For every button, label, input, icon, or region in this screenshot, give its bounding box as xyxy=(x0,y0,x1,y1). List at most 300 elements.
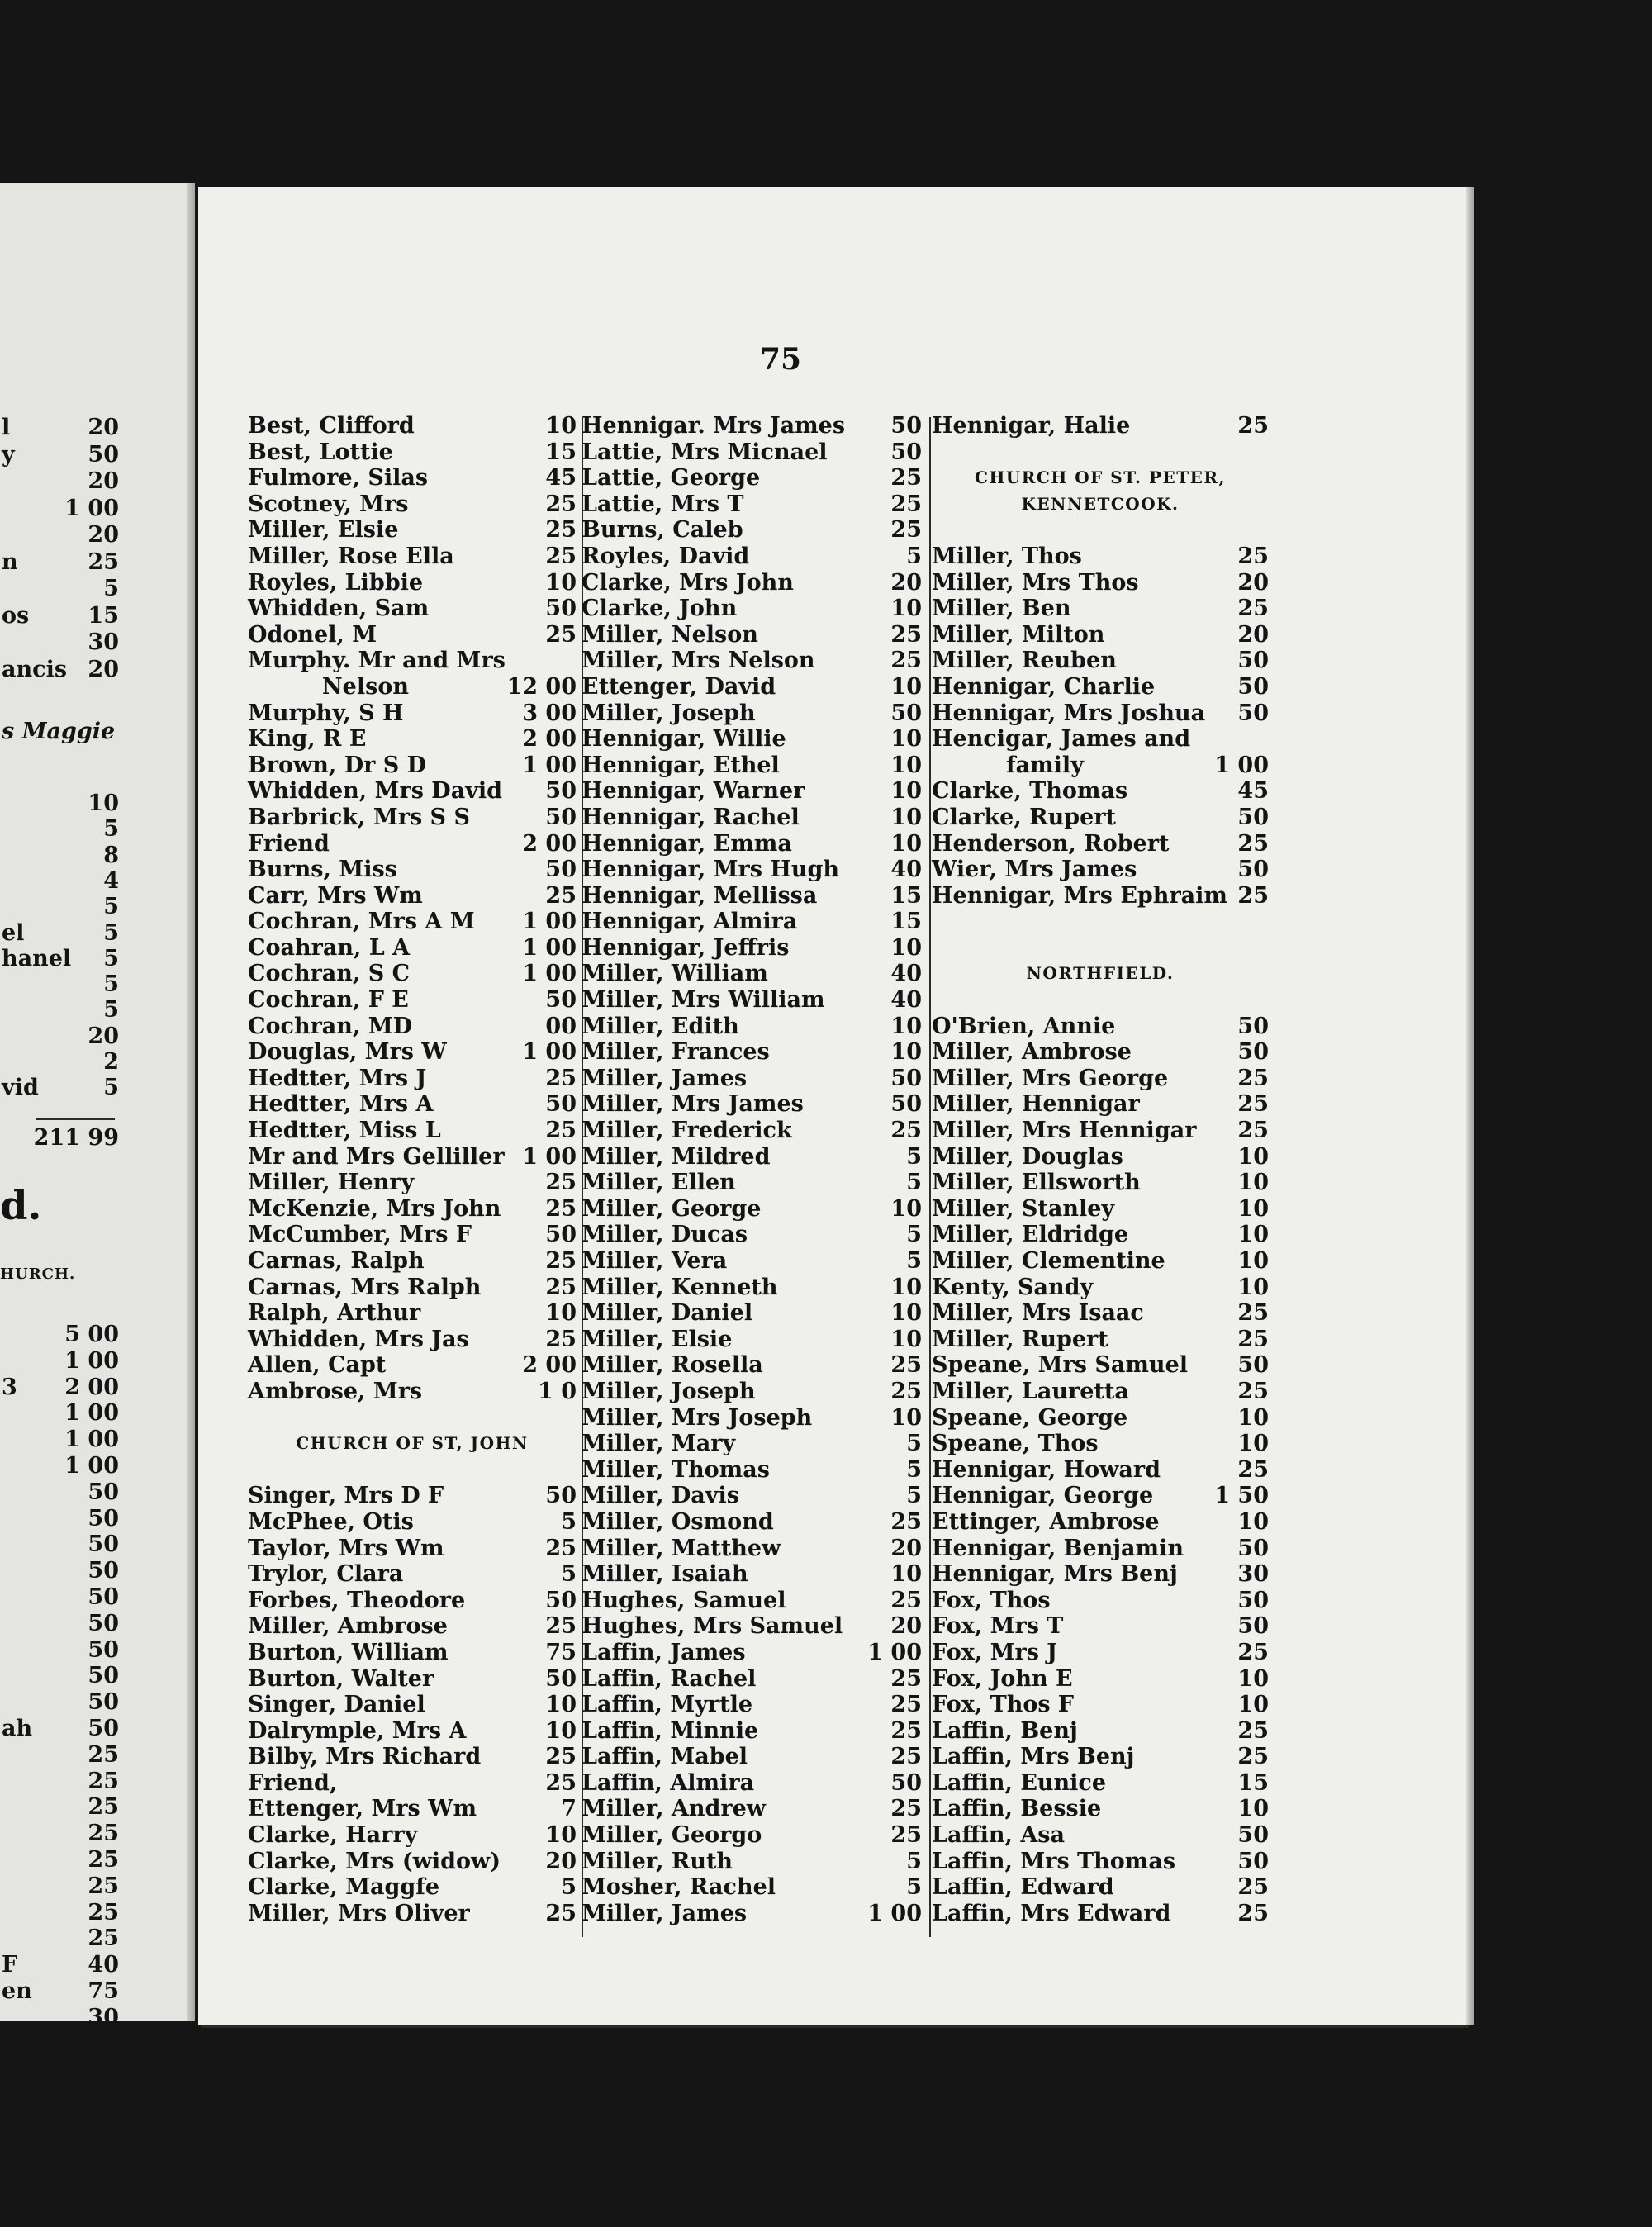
entry-amount: 50 xyxy=(1237,804,1269,830)
entry-row xyxy=(582,1144,922,1170)
entry-row xyxy=(582,1770,922,1797)
entry-row xyxy=(248,1822,577,1849)
entry-amount: 20 xyxy=(890,569,922,596)
entry-row xyxy=(248,1770,577,1797)
entry-amount: 50 xyxy=(1237,1352,1269,1379)
entry-amount: 10 xyxy=(1237,1170,1269,1196)
entry-row xyxy=(582,1613,922,1640)
left-entry-amount: 5 xyxy=(103,1075,119,1101)
entry-row xyxy=(932,1613,1269,1640)
entry-amount: 20 xyxy=(545,1848,577,1874)
entry-row xyxy=(932,570,1269,596)
entry-name: King, R E xyxy=(248,726,367,753)
entry-amount: 10 xyxy=(1237,1222,1269,1248)
left-entry-amount: 25 xyxy=(88,1925,119,1952)
entry-name: Whidden, Mrs David xyxy=(248,778,503,805)
entry-amount: 50 xyxy=(1237,1587,1269,1613)
left-entry-name: F xyxy=(2,1952,18,1978)
entry-name: Hennigar, Emma xyxy=(582,830,792,857)
entry-row xyxy=(248,1744,577,1770)
entry-name: Best, Lottie xyxy=(248,439,393,465)
entry-row xyxy=(582,1874,922,1901)
entry-row xyxy=(248,1222,577,1248)
entry-amount: 10 xyxy=(890,778,922,805)
entry-amount: 25 xyxy=(545,1118,577,1144)
entry-amount: 25 xyxy=(1237,1639,1269,1665)
entry-amount: 1 00 xyxy=(522,1143,577,1170)
entry-amount: 25 xyxy=(890,1822,922,1849)
entry-name: Singer, Daniel xyxy=(248,1692,425,1718)
entry-row xyxy=(932,674,1269,700)
entry-amount: 5 xyxy=(906,1456,922,1483)
entry-row xyxy=(932,596,1269,622)
left-entry-amount: 50 xyxy=(88,1558,119,1584)
entry-name: Clarke, Harry xyxy=(248,1822,418,1849)
entry-name: family xyxy=(1006,752,1084,778)
entry-amount: 50 xyxy=(545,1587,577,1613)
entry-amount: 1 0 xyxy=(538,1378,577,1404)
entry-row xyxy=(248,1196,577,1223)
entry-name: Miller, Nelson xyxy=(582,621,758,648)
entry-name: Miller, Elsie xyxy=(248,517,399,544)
entry-amount: 25 xyxy=(890,1508,922,1535)
left-entry-name: 3 xyxy=(2,1374,17,1400)
left-entry-amount: 50 xyxy=(88,1479,119,1505)
entry-name: Miller, Ducas xyxy=(582,1222,748,1248)
left-entry-name: vid xyxy=(2,1075,39,1101)
entry-amount: 50 xyxy=(545,857,577,883)
section-heading xyxy=(932,961,1269,987)
entry-amount: 25 xyxy=(1237,1065,1269,1091)
entry-amount: 1 50 xyxy=(1214,1483,1269,1509)
entry-amount: 50 xyxy=(1237,857,1269,883)
entry-name: Miller, Clementine xyxy=(932,1248,1165,1274)
entry-row xyxy=(248,1091,577,1118)
entry-name: Miller, Mildred xyxy=(582,1143,771,1170)
entry-name: Laffin, Asa xyxy=(932,1822,1065,1849)
entry-name: Miller, Mrs George xyxy=(932,1065,1169,1091)
entry-name: Miller, Matthew xyxy=(582,1535,781,1561)
entry-amount: 2 00 xyxy=(522,1352,577,1379)
entry-amount: 25 xyxy=(545,543,577,569)
entry-name: Miller, Frederick xyxy=(582,1118,792,1144)
entry-name: Murphy, S H xyxy=(248,700,404,726)
left-entry-amount: 20 xyxy=(88,415,119,440)
entry-name: Scotney, Mrs xyxy=(248,491,409,517)
entry-name: Brown, Dr S D xyxy=(248,752,427,778)
entry-amount: 5 xyxy=(906,1431,922,1457)
entry-row xyxy=(248,857,577,883)
entry-name: Dalrymple, Mrs A xyxy=(248,1717,467,1744)
entry-amount: 25 xyxy=(1237,1874,1269,1901)
entry-amount: 10 xyxy=(1237,1665,1269,1692)
entry-row xyxy=(582,1014,922,1040)
entry-amount: 5 xyxy=(906,1170,922,1196)
entry-row xyxy=(248,1561,577,1588)
entry-row xyxy=(582,413,922,439)
entry-amount: 10 xyxy=(890,1195,922,1222)
entry-row xyxy=(248,1796,577,1822)
entry-name: Miller, Milton xyxy=(932,621,1105,648)
entry-amount: 25 xyxy=(545,1170,577,1196)
entry-name: Miller, Rosella xyxy=(582,1352,763,1379)
entry-name: Miller, Vera xyxy=(582,1248,728,1274)
entry-amount: 10 xyxy=(1237,1692,1269,1718)
entry-amount: 10 xyxy=(890,1404,922,1431)
entry-name: Fox, Thos F xyxy=(932,1692,1075,1718)
left-entry-amount: 25 xyxy=(88,1821,119,1847)
entry-name: Wier, Mrs James xyxy=(932,857,1137,883)
entry-amount: 50 xyxy=(890,1769,922,1796)
entry-row xyxy=(248,831,577,857)
entry-amount: 50 xyxy=(1237,1822,1269,1849)
entry-name: Miller, Elsie xyxy=(582,1326,733,1352)
entry-amount: 50 xyxy=(890,439,922,465)
entry-row xyxy=(932,1901,1269,1927)
entry-name: Miller, Thos xyxy=(932,543,1082,569)
entry-name: Royles, Libbie xyxy=(248,569,424,596)
entry-name: Kenty, Sandy xyxy=(932,1274,1094,1300)
entry-row xyxy=(248,1405,577,1432)
entry-name: Whidden, Sam xyxy=(248,596,430,622)
left-entry-amount: 25 xyxy=(88,1847,119,1873)
left-entry-amount: 50 xyxy=(88,441,119,468)
entry-name: Miller, Mrs Oliver xyxy=(248,1900,470,1926)
page-edge xyxy=(1466,187,1474,2025)
entry-name: Lattie, George xyxy=(582,465,761,491)
entry-row xyxy=(248,778,577,805)
entry-name: Burton, William xyxy=(248,1639,449,1665)
entry-name: Miller, Rose Ella xyxy=(248,543,454,569)
entry-row xyxy=(582,1039,922,1066)
section-heading xyxy=(932,465,1269,491)
left-entry-amount: 25 xyxy=(88,1741,119,1768)
entry-amount: 50 xyxy=(545,804,577,830)
entry-amount: 20 xyxy=(890,1613,922,1640)
entry-row xyxy=(582,1431,922,1457)
entry-name: Speane, Mrs Samuel xyxy=(932,1352,1188,1379)
entry-amount: 25 xyxy=(1237,1900,1269,1926)
entry-row xyxy=(248,1300,577,1327)
entry-row xyxy=(248,596,577,622)
entry-amount: 10 xyxy=(890,934,922,961)
entry-row xyxy=(932,1405,1269,1432)
entry-name: Mosher, Rachel xyxy=(582,1874,776,1901)
entry-row xyxy=(582,1588,922,1614)
left-entry-amount: 50 xyxy=(88,1584,119,1610)
entry-name: Murphy. Mr and Mrs xyxy=(248,648,506,674)
entry-row xyxy=(582,1509,922,1536)
entry-amount: 25 xyxy=(890,1717,922,1744)
entry-amount: 1 00 xyxy=(522,934,577,961)
entry-amount: 25 xyxy=(545,882,577,909)
entry-row xyxy=(582,1091,922,1118)
entry-name: Lattie, Mrs Micnael xyxy=(582,439,828,465)
entry-row xyxy=(932,805,1269,831)
entry-name: Fox, John E xyxy=(932,1665,1073,1692)
entry-row xyxy=(932,544,1269,570)
entry-name: Hedtter, Mrs J xyxy=(248,1065,427,1091)
entry-name: Ambrose, Mrs xyxy=(248,1378,423,1404)
entry-amount: 15 xyxy=(545,439,577,465)
entry-row xyxy=(582,961,922,987)
entry-row xyxy=(932,1222,1269,1248)
entry-row xyxy=(582,517,922,544)
entry-amount: 5 xyxy=(906,543,922,569)
entry-name: Cochran, F E xyxy=(248,987,409,1014)
entry-row xyxy=(248,1275,577,1301)
entry-row xyxy=(932,909,1269,935)
entry-name: Hughes, Samuel xyxy=(582,1587,786,1613)
left-entry-amount: 5 00 xyxy=(64,1322,119,1347)
entry-name: Carnas, Ralph xyxy=(248,1248,425,1274)
entry-row xyxy=(582,700,922,727)
entry-amount: 25 xyxy=(545,1065,577,1091)
entry-amount: 25 xyxy=(545,1900,577,1926)
entry-amount: 10 xyxy=(1237,1248,1269,1274)
entry-row xyxy=(582,1379,922,1405)
entry-name: Nelson xyxy=(322,673,409,700)
entry-name: Hennigar. Mrs James xyxy=(582,413,846,439)
entry-name: Clarke, Mrs (widow) xyxy=(248,1848,501,1874)
entry-name: Laffin, Mabel xyxy=(582,1744,748,1770)
entry-row xyxy=(248,805,577,831)
entry-amount: 5 xyxy=(561,1561,577,1588)
entry-name: Hedtter, Mrs A xyxy=(248,1091,434,1118)
entry-row xyxy=(248,439,577,466)
entry-name: Clarke, Mrs John xyxy=(582,569,794,596)
entry-amount: 2 00 xyxy=(522,726,577,753)
left-section-heading: d. xyxy=(0,1183,42,1229)
entry-amount: 1 00 xyxy=(1214,752,1269,778)
entry-amount: 25 xyxy=(1237,1378,1269,1404)
entry-row xyxy=(248,1170,577,1196)
entry-amount: 25 xyxy=(890,1665,922,1692)
entry-row xyxy=(932,1431,1269,1457)
entry-name: Miller, Douglas xyxy=(932,1143,1123,1170)
entry-name: Clarke, Maggfe xyxy=(248,1874,440,1901)
entry-row xyxy=(248,674,577,700)
entry-amount: 50 xyxy=(1237,1013,1269,1039)
entry-row xyxy=(248,1901,577,1927)
entry-name: Hennigar, Mrs Hugh xyxy=(582,857,840,883)
entry-name: Ettinger, Ambrose xyxy=(932,1508,1160,1535)
entry-amount: 25 xyxy=(545,1248,577,1274)
entry-row xyxy=(582,909,922,935)
entry-row xyxy=(932,778,1269,805)
left-entry-amount: 1 00 xyxy=(64,1400,119,1427)
entry-amount: 30 xyxy=(1237,1561,1269,1588)
entry-row xyxy=(932,753,1269,779)
entry-amount: 10 xyxy=(890,804,922,830)
entry-row xyxy=(248,1379,577,1405)
entry-row xyxy=(248,1613,577,1640)
entry-row xyxy=(248,1039,577,1066)
left-entry-amount: 1 00 xyxy=(64,1347,119,1374)
entry-name: Hennigar, Ethel xyxy=(582,752,780,778)
entry-name: Miller, Mrs Joseph xyxy=(582,1404,813,1431)
entry-amount: 50 xyxy=(1237,1848,1269,1874)
entry-amount: 50 xyxy=(890,1091,922,1118)
entry-row xyxy=(582,1796,922,1822)
entry-row xyxy=(932,1039,1269,1066)
entry-row xyxy=(248,648,577,674)
entry-name: Coahran, L A xyxy=(248,934,411,961)
entry-name: Miller, Hennigar xyxy=(932,1091,1140,1118)
entry-row xyxy=(932,1770,1269,1797)
entry-row xyxy=(582,857,922,883)
entry-row xyxy=(248,1509,577,1536)
entry-row xyxy=(582,1352,922,1379)
entry-name: Ralph, Arthur xyxy=(248,1300,421,1327)
entry-name: Miller, Ben xyxy=(932,596,1071,622)
entry-name: Cochran, Mrs A M xyxy=(248,909,475,935)
entry-name: Burton, Walter xyxy=(248,1665,434,1692)
entry-row xyxy=(932,1014,1269,1040)
entry-name: Mr and Mrs Gelliller xyxy=(248,1143,505,1170)
entry-row xyxy=(932,1874,1269,1901)
entry-amount: 50 xyxy=(890,413,922,439)
entry-name: Miller, James xyxy=(582,1900,748,1926)
entry-amount: 3 00 xyxy=(522,700,577,726)
column-rule-2 xyxy=(929,417,931,1937)
entry-name: Laffin, Mrs Edward xyxy=(932,1900,1171,1926)
entry-row xyxy=(932,987,1269,1014)
entry-name: Miller, Mrs Isaac xyxy=(932,1300,1144,1327)
entry-row xyxy=(932,1352,1269,1379)
entry-name: Miller, Ambrose xyxy=(932,1039,1132,1066)
entry-name: Miller, James xyxy=(582,1065,748,1091)
entry-row xyxy=(932,831,1269,857)
entry-row xyxy=(248,1536,577,1562)
left-page-fragment xyxy=(0,183,195,2030)
left-entry-amount: 1 00 xyxy=(64,1427,119,1453)
entry-name: Friend xyxy=(248,830,330,857)
entry-name: Hennigar, Rachel xyxy=(582,804,800,830)
entry-row xyxy=(582,544,922,570)
entry-amount: 2 00 xyxy=(522,830,577,857)
entry-amount: 25 xyxy=(1237,1300,1269,1327)
left-entry-amount: 4 xyxy=(103,867,119,894)
entry-name: Forbes, Theodore xyxy=(248,1587,466,1613)
left-entry-amount: 50 xyxy=(88,1505,119,1531)
entry-amount: 10 xyxy=(1237,1274,1269,1300)
entry-amount: 5 xyxy=(906,1848,922,1874)
entry-row xyxy=(582,491,922,518)
entry-amount: 20 xyxy=(1237,621,1269,648)
entry-name: Hencigar, James and xyxy=(932,726,1191,753)
entry-amount: 25 xyxy=(890,517,922,544)
left-page-edge xyxy=(187,183,195,2021)
entry-amount: 10 xyxy=(545,1822,577,1849)
entry-amount: 25 xyxy=(545,1769,577,1796)
entry-row xyxy=(582,570,922,596)
left-total: 211 99 xyxy=(33,1125,119,1151)
entry-row xyxy=(932,1327,1269,1353)
entry-name: Singer, Mrs D F xyxy=(248,1483,444,1509)
entry-name: Miller, Ambrose xyxy=(248,1613,448,1640)
entry-amount: 50 xyxy=(1237,700,1269,726)
entry-row xyxy=(582,674,922,700)
entry-row xyxy=(248,517,577,544)
left-entry-amount: 25 xyxy=(88,1768,119,1794)
entry-row xyxy=(932,1744,1269,1770)
entry-amount: 25 xyxy=(545,1744,577,1770)
entry-row xyxy=(582,987,922,1014)
entry-name: Miller, Mrs Thos xyxy=(932,569,1139,596)
entry-name: Speane, George xyxy=(932,1404,1128,1431)
entry-row xyxy=(582,1275,922,1301)
entry-amount: 25 xyxy=(890,1587,922,1613)
entry-amount: 20 xyxy=(1237,569,1269,596)
entry-row xyxy=(248,1874,577,1901)
left-section-subheading: HURCH. xyxy=(0,1265,76,1283)
entry-row xyxy=(582,1248,922,1275)
entry-row xyxy=(582,1222,922,1248)
entry-name: Laffin, Minnie xyxy=(582,1717,759,1744)
entry-name: Barbrick, Mrs S S xyxy=(248,804,470,830)
entry-name: Lattie, Mrs T xyxy=(582,491,744,517)
entry-row xyxy=(582,1718,922,1745)
entry-row xyxy=(248,1014,577,1040)
entry-amount: 20 xyxy=(890,1535,922,1561)
entry-row xyxy=(582,883,922,909)
section-heading-text: CHURCH OF ST, JOHN xyxy=(296,1433,529,1454)
entry-name: Miller, Lauretta xyxy=(932,1378,1129,1404)
entry-row xyxy=(932,1796,1269,1822)
column-1 xyxy=(248,413,577,1926)
entry-name: Hennigar, Mrs Joshua xyxy=(932,700,1206,726)
entry-row xyxy=(248,1248,577,1275)
entry-row xyxy=(932,883,1269,909)
entry-name: Burns, Miss xyxy=(248,857,397,883)
entry-name: Miller, Daniel xyxy=(582,1300,753,1327)
entry-amount: 10 xyxy=(890,726,922,753)
entry-name: Hennigar, Almira xyxy=(582,909,798,935)
entry-amount: 25 xyxy=(890,1692,922,1718)
entry-name: Miller, Joseph xyxy=(582,700,756,726)
entry-amount: 10 xyxy=(545,569,577,596)
entry-name: Hennigar, Mrs Benj xyxy=(932,1561,1178,1588)
left-italic-heading: s Maggie xyxy=(2,719,116,744)
entry-row xyxy=(248,1457,577,1484)
entry-amount: 25 xyxy=(1237,1717,1269,1744)
entry-amount: 25 xyxy=(1237,830,1269,857)
entry-row xyxy=(932,413,1269,439)
entry-amount: 1 00 xyxy=(867,1900,922,1926)
entry-amount: 50 xyxy=(545,1222,577,1248)
entry-amount: 10 xyxy=(545,413,577,439)
entry-row xyxy=(248,413,577,439)
section-heading-text: CHURCH OF ST. PETER, xyxy=(975,468,1226,488)
left-entry-amount: 5 xyxy=(103,997,119,1023)
entry-row xyxy=(932,1822,1269,1849)
entry-amount: 25 xyxy=(545,517,577,544)
entry-name: Miller, Mrs William xyxy=(582,987,825,1014)
entry-amount: 40 xyxy=(890,857,922,883)
entry-amount: 1 00 xyxy=(522,961,577,987)
entry-row xyxy=(582,805,922,831)
left-entry-amount: 2 00 xyxy=(64,1374,119,1400)
entry-row xyxy=(582,1327,922,1353)
entry-name: Miller, Isaiah xyxy=(582,1561,748,1588)
left-entry-name: os xyxy=(2,602,30,629)
entry-name: Hughes, Mrs Samuel xyxy=(582,1613,843,1640)
entry-name: Laffin, Almira xyxy=(582,1769,755,1796)
entry-name: Clarke, Rupert xyxy=(932,804,1116,830)
entry-name: Clarke, John xyxy=(582,596,738,622)
entry-amount: 10 xyxy=(890,673,922,700)
